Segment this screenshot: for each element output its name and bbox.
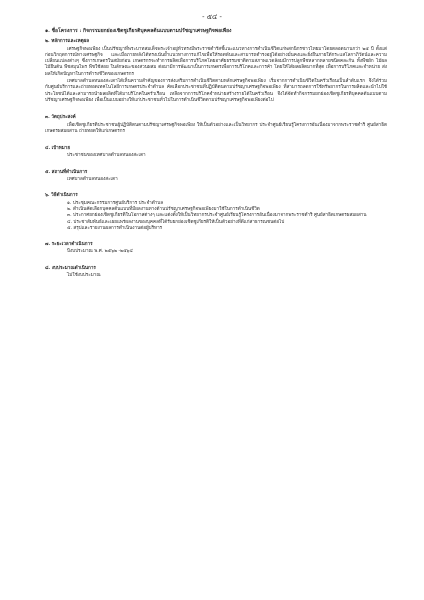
section-heading-target: ๔. เป้าหมาย: [45, 146, 71, 152]
method-step: ๔. ประชาสัมพันธ์และเผยแพร่ผลงานของบุคคลที่ได้รับยกย่องเชิดชูเกียรติให้เป็นตัวอย่างที่ดีแก่สาธารณชนต่อไป: [67, 219, 285, 225]
project-title: ๑. ชื่อโครงการ : กิจกรรมยกย่องเชิดชูเกียรติบุคคลต้นแบบตามปรัชญาเศรษฐกิจพอเพียง: [45, 28, 232, 34]
objective-paragraph: เพื่อเชิดชูเกียรติประชาชนผู้ปฏิบัติตนตามปรัชญาเศรษฐกิจพอเพียง ให้เป็นตัวอย่างและเป็นวิทยากร ประจำศูนย์เรียนรู้โครงการอันเนื่องมาจากพระราชดำริ ศูนย์สาธิตเกษตรผสมผสาน ถ่ายทอดให้แก่เกษตรกร: [45, 122, 387, 134]
section-heading-location: ๕. สถานที่ดำเนินการ: [45, 169, 88, 175]
section-heading-rationale: ๒. หลักการและเหตุผล: [45, 39, 90, 45]
section-heading-budget: ๘. งบประมาณดำเนินการ: [45, 265, 96, 271]
period-text: ปีงบประมาณ พ.ศ. ๒๕๖๒ -๒๕๖๔: [67, 249, 133, 255]
method-step: ๑. ประชุมคณะกรรมการศูนย์บริการ ประจำตำบล: [67, 200, 164, 206]
budget-text: ไม่ใช้งบประมาณ: [67, 273, 101, 279]
method-list: [45, 201, 387, 232]
rationale-paragraph: เศรษฐกิจพอเพียง เป็นปรัชญาที่พระบาทสมเด็จพระเจ้าอยู่หัวทรงมีพระราชดำรัสชี้แนะแนวทางการดำเนินชีวิตแก่พสกนิกรชาวไทยมาโดยตลอดนานกว่า ๒๕ ปี ตั้งแต่ก่อนวิกฤตการณ์ทางเศรษฐกิจ และเมื่อภายหลังได้ทรงเน้นย้ำแนวทางการแก้ไขเพื่อให้รอดพ้นและสามารถดำรงอยู่ได้อย่างมั่นคงและยั่งยืนภายใต้กระแสโลกาภิวัตน์และความเปลี่ยนแปลงต่างๆ ซึ่งการเกษตรในสมัยก่อน เกษตรกรจะทำการผลิตเพื่อการบริโภคโดยอาศัยธรรมชาติตามสภาพแวดล้อมมีการปลูกพืชหลากหลายชนิดคละกัน ทั้งพืชผัก ไม้ผล ไม้ยืนต้น พืชสมุนไพร พืชใช้สอย ในลักษณะของสวนผสม ต่อมามีการพัฒนาเป็นการเกษตรเพื่อการบริโภคและการค้า โดยให้ได้ผลผลิตมากที่สุด เพื่อการบริโภคและจำหน่าย ส่งผลให้เกิดปัญหาในการดำรงชีวิตของเกษตรกร: [45, 46, 387, 77]
document-body: [45, 28, 387, 279]
section-heading-objective: ๓. วัตถุประสงค์: [45, 115, 76, 121]
method-step: ๕. สรุปและรายงานผลการดำเนินงานต่อผู้บริหาร: [67, 225, 163, 231]
rationale-paragraph: เทศบาลตำบลหนองสะเดาได้เห็นความสำคัญของการส่งเสริมการดำเนินชีวิตตามหลักเศรษฐกิจพอเพียง เริ่มจากการดำเนินชีวิตในครัวเรือนเป็นลำดับแรก จึงได้ร่วมกับศูนย์บริการและถ่ายทอดเทคโนโลยีการเกษตรประจำตำบล คัดเลือกประชาชนที่ปฏิบัติตนตามปรัชญาเศรษฐกิจพอเพียง ที่สามารถลดการใช้ทรัพยากรในการผลิตและนำไปใช้ประโยชน์ได้และสามารถนำผลผลิตที่ได้มาบริโภคในครัวเรือน เหลือจากการบริโภคจำหน่ายสร้างรายได้ในครัวเรือน จึงได้จัดทำกิจกรรมยกย่องเชิดชูเกียรติบุคคลต้นแบบตามปรัชญาเศรษฐกิจพอเพียง เพื่อเป็นแบบอย่างให้แก่ประชาชนทั่วไปในการดำเนินชีวิตตามปรัชญาเศรษฐกิจพอเพียงต่อไป: [45, 79, 387, 103]
section-heading-method: ๖. วิธีดำเนินการ: [45, 193, 78, 199]
target-text: ประชาชนของเทศบาลตำบลหนองสะเดา: [67, 153, 146, 159]
method-step: ๒. ดำเนินคัดเลือกบุคคลต้นแบบที่มีผลงานทางด้านปรัชญาเศรษฐกิจพอเพียงมาใช้ในการดำเนินชีวิต: [67, 206, 260, 212]
location-text: เทศบาลตำบลหนองสะเดา: [67, 177, 118, 183]
page-number: - ๕๔ -: [202, 13, 222, 21]
section-heading-period: ๗. ระยะเวลาดำเนินการ: [45, 242, 93, 248]
method-step: ๓. ประกาศยกย่องเชิดชูเกียรติในโอกาสต่างๆ และแต่งตั้งให้เป็นวิทยากรประจำศูนย์เรียนรู้โครงการอันเนื่องมาจากพระราชดำริ ศูนย์สาธิตเกษตรผสมผสาน: [67, 213, 367, 219]
